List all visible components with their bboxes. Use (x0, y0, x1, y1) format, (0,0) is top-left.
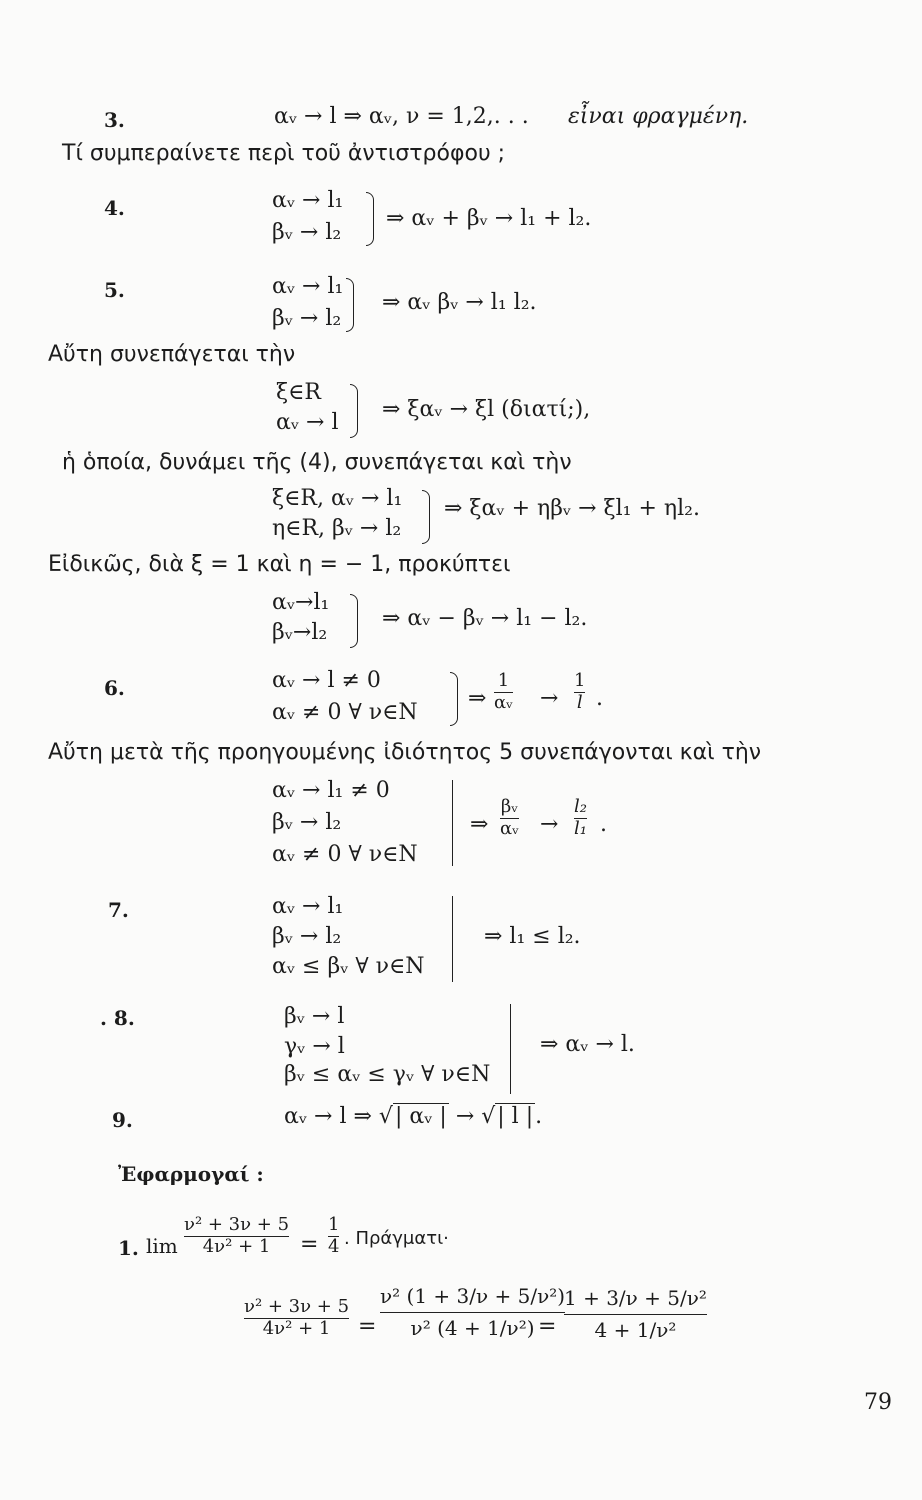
property4-conclusion: ⇒ αᵥ + βᵥ → l₁ + l₂. (386, 206, 592, 231)
item-number-8: . 8. (100, 1006, 135, 1030)
property4-hyp2: βᵥ → l₂ (272, 220, 342, 245)
item-number-7: 7. (108, 898, 129, 922)
property5-conclusion: ⇒ αᵥ βᵥ → l₁ l₂. (382, 290, 537, 315)
item-number-6: 6. (104, 676, 125, 700)
lim-operator: lim (146, 1234, 178, 1258)
bracket-line (510, 1004, 511, 1094)
derivation-fraction-2: ν² (1 + 3/ν + 5/ν²) ν² (4 + 1/ν²) (380, 1284, 566, 1340)
corollary2-conclusion: ⇒ ξαᵥ + ηβᵥ → ξl₁ + ηl₂. (444, 496, 700, 521)
arrow-symbol: → (540, 686, 559, 711)
item-number-4: 4. (104, 196, 125, 220)
property9-formula: αᵥ → l ⇒ √| αᵥ | → √| l |. (284, 1104, 543, 1129)
corollary1-hyp2: αᵥ → l (276, 410, 339, 435)
derivation-fraction-1: ν² + 3ν + 5 4ν² + 1 (244, 1296, 350, 1339)
equals-sign: = (538, 1314, 557, 1339)
result-fraction: 1 4 (328, 1214, 340, 1257)
corollary1-conclusion: ⇒ ξαᵥ → ξl (διατί;), (382, 397, 591, 422)
right-brace (350, 594, 358, 648)
property7-hyp1: αᵥ → l₁ (272, 894, 344, 919)
corollary1-hyp1: ξ∈R (276, 380, 321, 405)
property8-hyp3: βᵥ ≤ αᵥ ≤ γᵥ ∀ ν∈N (284, 1062, 491, 1087)
property7-conclusion: ⇒ l₁ ≤ l₂. (484, 924, 581, 949)
corollary4-hyp3: αᵥ ≠ 0 ∀ ν∈N (272, 842, 418, 867)
application1-tail: . Πράγματι· (344, 1228, 449, 1249)
property4-hyp1: αᵥ → l₁ (272, 188, 344, 213)
limit-fraction: ν² + 3ν + 5 4ν² + 1 (184, 1214, 290, 1257)
corollary2-hyp1: ξ∈R, αᵥ → l₁ (272, 486, 403, 511)
fraction-beta-over-alpha: βᵥ αᵥ (500, 796, 519, 839)
bracket-line (452, 780, 453, 866)
corollary4-hyp1: αᵥ → l₁ ≠ 0 (272, 778, 390, 803)
property3-text: εἶναι φραγμένη. (568, 104, 749, 129)
property7-hyp2: βᵥ → l₂ (272, 924, 342, 949)
implies-text-1: Αὔτη συνεπάγεται τὴν (48, 342, 296, 367)
corollary3-conclusion: ⇒ αᵥ − βᵥ → l₁ − l₂. (382, 606, 588, 631)
period: . (596, 686, 603, 711)
equals-sign: = (358, 1314, 377, 1339)
item-number-5: 5. (104, 278, 125, 302)
arrow-symbol: → (540, 812, 559, 837)
fraction-1-over-l: 1 l (574, 670, 586, 713)
right-brace (450, 672, 458, 726)
period: . (600, 812, 607, 837)
applications-title: Ἐφαρμογαί : (118, 1162, 264, 1186)
right-brace (350, 384, 358, 438)
fraction-1-over-alpha: 1 αᵥ (494, 670, 513, 713)
right-brace (422, 490, 430, 544)
right-brace (366, 192, 374, 246)
property8-hyp1: βᵥ → l (284, 1004, 345, 1029)
derivation-fraction-3: 1 + 3/ν + 5/ν² 4 + 1/ν² (564, 1286, 707, 1342)
corollary4-hyp2: βᵥ → l₂ (272, 810, 342, 835)
property8-hyp2: γᵥ → l (284, 1034, 345, 1059)
property5-hyp2: βᵥ → l₂ (272, 306, 342, 331)
property8-conclusion: ⇒ αᵥ → l. (540, 1032, 635, 1057)
item-number-9: 9. (112, 1108, 133, 1132)
implies-text-2: ἡ ὁποία, δυνάμει τῆς (4), συνεπάγεται καὶ τὴν (62, 450, 572, 475)
equals-sign: = (300, 1232, 319, 1257)
right-brace (346, 278, 354, 332)
item-number-app-1: 1. (118, 1236, 139, 1260)
property7-hyp3: αᵥ ≤ βᵥ ∀ ν∈N (272, 954, 425, 979)
page-number: 79 (864, 1390, 892, 1415)
fraction-l2-over-l1: l₂ l₁ (574, 796, 587, 839)
implies-text-3: Αὔτη μετὰ τῆς προηγουμένης ἰδιότητος 5 συνεπάγονται καὶ τὴν (48, 740, 762, 765)
property6-hyp1: αᵥ → l ≠ 0 (272, 668, 381, 693)
corollary3-hyp2: βᵥ→l₂ (272, 620, 328, 645)
corollary2-hyp2: η∈R, βᵥ → l₂ (272, 516, 402, 541)
property3-formula: αᵥ → l ⇒ αᵥ, ν = 1,2,. . . (274, 104, 529, 129)
item-number-3: 3. (104, 108, 125, 132)
corollary3-hyp1: αᵥ→l₁ (272, 590, 330, 615)
question-text: Τί συμπεραίνετε περὶ τοῦ ἀντιστρόφου ; (62, 141, 506, 166)
implies-symbol: ⇒ (468, 686, 487, 711)
property6-hyp2: αᵥ ≠ 0 ∀ ν∈N (272, 700, 418, 725)
property5-hyp1: αᵥ → l₁ (272, 274, 344, 299)
bracket-line (452, 896, 453, 982)
special-case-text: Εἰδικῶς, διὰ ξ = 1 καὶ η = − 1, προκύπτει (48, 552, 511, 577)
implies-symbol: ⇒ (470, 812, 489, 837)
